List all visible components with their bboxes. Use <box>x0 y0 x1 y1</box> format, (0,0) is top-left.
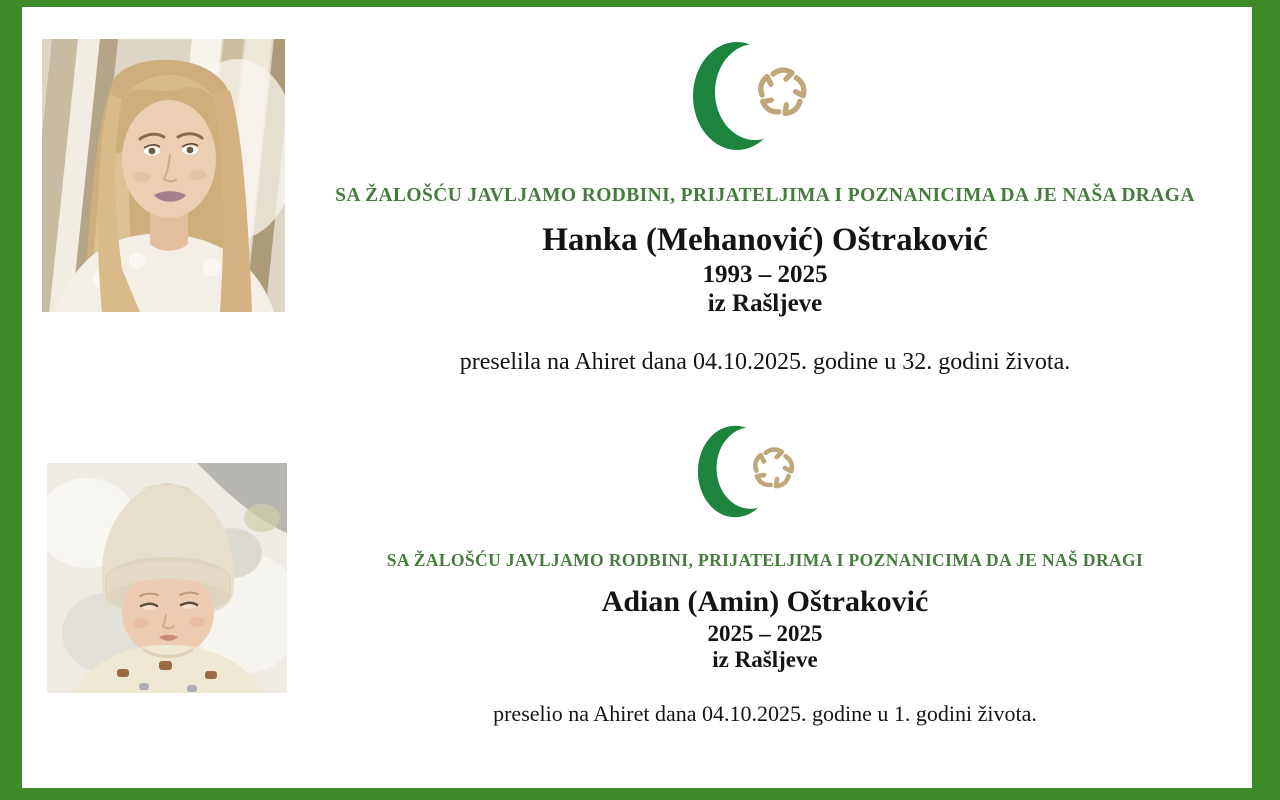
announcement-text: SA ŽALOŠĆU JAVLJAMO RODBINI, PRIJATELJIMA I POZNANICIMA DA JE NAŠ DRAGI <box>386 550 1144 570</box>
crescent-star-svg <box>692 40 824 152</box>
crescent-star-svg <box>694 424 812 519</box>
notice-adian <box>0 400 1280 800</box>
life-years: 1993 – 2025 <box>702 261 828 288</box>
portrait-photo-woman <box>42 39 285 312</box>
origin-place: iz Rašljeve <box>712 647 818 672</box>
passing-detail: preselila na Ahiret dana 04.10.2025. godine u 32. godini života. <box>459 349 1071 375</box>
deceased-name: Hanka (Mehanović) Oštraković <box>542 222 988 258</box>
life-years: 2025 – 2025 <box>707 621 823 646</box>
portrait-woman-illustration <box>42 39 285 312</box>
announcement-text: SA ŽALOŠĆU JAVLJAMO RODBINI, PRIJATELJIMA I POZNANICIMA DA JE NAŠA DRAGA <box>335 185 1195 206</box>
crescent-star-icon <box>694 424 812 519</box>
passing-detail: preselio na Ahiret dana 04.10.2025. godine u 1. godini života. <box>493 701 1037 726</box>
crescent-star-icon <box>692 40 824 152</box>
deceased-name: Adian (Amin) Oštraković <box>601 585 929 618</box>
origin-place: iz Rašljeve <box>707 290 823 317</box>
